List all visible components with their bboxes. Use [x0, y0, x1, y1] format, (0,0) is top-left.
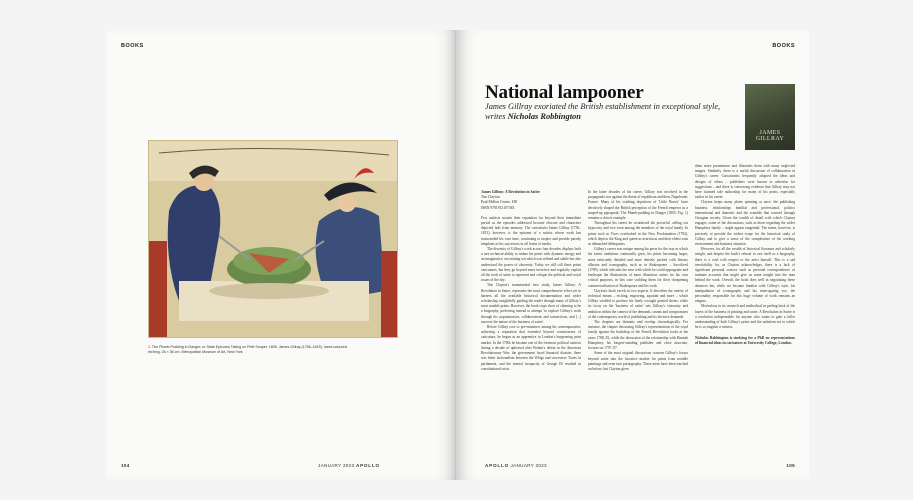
folio-magazine: APOLLO: [355, 463, 380, 468]
paragraph: In the latter decades of his career, Gillray was involved in the propaganda war against the threat of republican and then, Napoleonic France. Many of his scathing depictions of 'Little Boney' have decisively shaped the British perception of the French emperor as a moped-up pipsqueak; The Plumb-pudding in Danger (1805; Fig. 1) remains a classic example.: [588, 190, 688, 221]
folio-magazine: APOLLO: [485, 463, 509, 468]
article-column-2: [588, 190, 688, 372]
page-number: 104: [121, 463, 130, 468]
left-page: [106, 30, 456, 480]
book-publisher: Paul Mellon Centre, £50: [481, 200, 518, 205]
folio-date: JANUARY 2023: [510, 463, 547, 468]
painting-illustration: [148, 140, 398, 338]
paragraph: Clayton's book excels in two aspects. It describes the variety of technical means – etching, engraving, aquatint and more – which Gillray wielded to produce his finely wrought printed sheets, while its focus on the 'business of satire' sets Gillray's virtuosity and ambition within the context of the demands, strains and compromises of the contemporary world of publishing and its decisive demands.: [588, 288, 688, 319]
article-headline: National lampooner: [485, 82, 644, 103]
painting-caption: 1. The Plumb-Pudding in Danger; or State Epicures Taking un Petit Souper, 1805, James Gillray (1756–1815), hand-coloured etching, 26 × 36 cm. Metropolitan Museum of Art, New York: [148, 345, 347, 354]
paragraph: Some of the most original discussions concern Gillray's forays beyond satire into the lucrative market for prints from notable paintings and even into pornography. These areas have been touched on before, but Clayton gives: [588, 351, 688, 371]
paragraph: Before Gillray rose to pre-eminence among his contemporaries, achieving a reputation that extended beyond connoisseurs of caricature, he began as an apprentice in London's burgeoning print market. In the 1780s he became one of the foremost political satirists during a decade of upheaval after Britain's defeat in the American Revolutionary War: the government faced financial disaster, there was bitter factionalism between the Whigs and successive Tories in parliament, and the mental incapacity of George III resulted in constitutional crisis.: [481, 325, 581, 371]
article-column-3: [695, 164, 795, 346]
book-author: Tim Clayton: [481, 195, 500, 200]
paragraph: The chapters are thematic and overlap chronologically. For instance, the chapter discussing Gillray's representations of the royal family against the backdrop of the French Revolution looks at the years 1788–93, while the discussion of the relationship with Hannah Humphrey, his longest-standing publisher and close associate, focuses on 1797–97.: [588, 320, 688, 351]
paragraph: Meticulous in its research and methodical in peeling back of the layers of the business of printing and satire, A Revolution in Satire is a resolution indispensable for anyone who wants to gain a fuller understanding of both Gillray's prints and the turbulent era to which he is so singular a witness.: [695, 304, 795, 330]
folio-issue: [318, 463, 380, 468]
article-standfirst: [485, 102, 740, 122]
author-bio: Nicholas Robbington is studying for a PhD on representations of financial ideas in caricature at University College, London.: [695, 335, 795, 345]
book-cover-thumbnail: [745, 84, 795, 150]
paragraph: Throughout his career he scrutinised the powerful, calling out hypocrisy and vice even among the members of the royal family. In prints such as Vices overlooked in the New Proclamation (1792), which depicts the King and queen as avaricious and their eldest sons as debauched delinquents.: [588, 221, 688, 247]
book-title: James Gillray: A Revolution in Satire: [481, 190, 540, 194]
paragraph: The diversity of Gillray's work across four decades displays both a rare technical ability to imbue his prints with dynamic energy and an imaginative, excoriating wit which was refined and subtle but also understood the power of obscenity. Today we still call these prints caricatures, but they go beyond mere invective and regularly exploit all the tools of satire to represent and critique the political and social issues of the day.: [481, 247, 581, 283]
right-page: [457, 30, 809, 480]
page-number: 105: [786, 463, 795, 468]
book-cover-title: JAMES GILLRAY: [755, 130, 785, 142]
paragraph: Few satirists sustain their reputation far beyond their immediate period as the episodes addressed become obscure and characters depicted fade from memory. The caricaturist James Gillray (1756–1815), however, is the epitome of a satirist whose work has transcended his own time, continuing to inspire and provide parody templates to his successors in all forms of media.: [481, 215, 581, 246]
folio-issue: [485, 463, 547, 468]
standfirst-author: Nicholas Robbington: [507, 112, 581, 121]
book-info: [481, 190, 581, 211]
paragraph: them more prominence and illustrates them with many neglected images. Similarly, there is a useful discussion of collaboration in Gillray's career. Caricaturists frequently adopted the ideas and designs of others – publishers were known to advertise for suggestions – and there is convincing evidence that Gillray may not have claimed sole authorship for many of his prints, especially earlier in his career.: [695, 164, 795, 200]
book-isbn: ISBN 9781913107383: [481, 205, 515, 210]
paragraph: Tim Clayton's monumental new study, James Gillray: A Revolution in Satire, represents the most comprehensive effort yet to harness all the available historical documentation and wider scholarship, insightfully guiding the reader through many of Gillray's most notable prints. However, the book stops short of claiming to be a biography, preferring instead to attempt 'to explore Gillray's work through his acquaintances, collaborations and connections, and [...] uncover the nature of the business of satire'.: [481, 283, 581, 324]
paragraph: Gillray's career was unique among his peers for the way in which his satiric ambitions continually grew, his prints becoming larger, more intricately detailed and more densely packed with literary allusion and iconography, such as in Shakespeare – Sacrificed (1789), which ridicules the ease with which he could appropriate and burlesque the illustrations of more illustrious artists for his own critical purposes, in this case scolding them for their cheapening commercialisation of Shakespeare and his work.: [588, 247, 688, 288]
section-label: BOOKS: [772, 43, 795, 49]
section-label: BOOKS: [121, 43, 144, 49]
standfirst-text: James Gillray exoriated the British establishment in exceptional style, writes: [485, 102, 721, 121]
paragraph: However, for all the wealth of historical literature and scholarly insight, and despite the book's refusal to cast itself as a biography, there is a void with respect to the artist himself. This is a sad inevitability for, as Clayton acknowledges, there is a lack of significant personal sources such as personal correspondence or intimate accounts that might give us some insight into the man behind the work. Overall, the book does well in negotiating these absences but, while we become familiar with Gillray's style, his manipulation of iconography and his interrogating eye, the personality responsible for this huge volume of work remains an enigma.: [695, 247, 795, 304]
folio-date: JANUARY 2023: [318, 463, 355, 468]
article-column-1: [481, 190, 581, 372]
paragraph: Clayton keeps many plates spinning at once: the publishing business, relationships familial and professional, politics international and domestic and the scandals that coursed through Georgian society. Given the wealth of detail with which Clayton engages, some of the discussions, such as those regarding the wider Humphrey family – might appear tangential. The intent, however, is precisely to provide the widest scope for the historical study of Gillray and to give a sense of the complexities of his working environment and business situation.: [695, 200, 795, 247]
